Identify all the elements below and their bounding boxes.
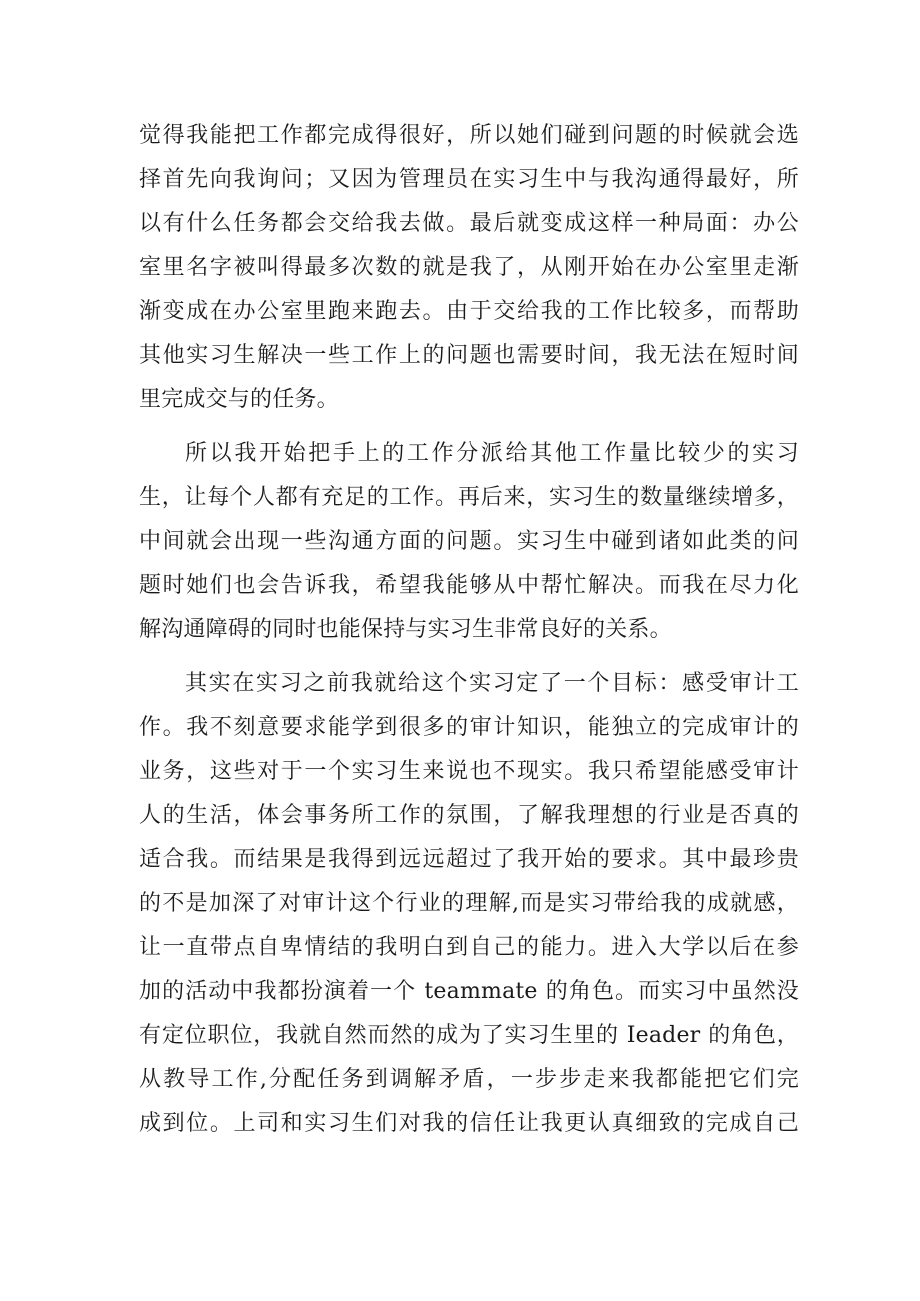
text-line: 渐变成在办公室里跑来跑去。由于交给我的工作比较多，而帮助 [139, 299, 799, 324]
text-line: 从教导工作,分配任务到调解矛盾，一步步走来我都能把它们完 [139, 1067, 799, 1092]
paragraph-2 [139, 432, 799, 652]
text-line: 其实在实习之前我就给这个实习定了一个目标：感受审计工 [185, 671, 799, 696]
text-line: 适合我。而结果是我得到远远超过了我开始的要求。其中最珍贵 [139, 847, 799, 872]
text-line: 加的活动中我都扮演着一个 teammate 的角色。而实习中虽然没 [139, 979, 799, 1004]
text-line: 的不是加深了对审计这个行业的理解,而是实习带给我的成就感， [139, 891, 799, 916]
text-line: 中间就会出现一些沟通方面的问题。实习生中碰到诸如此类的问 [139, 529, 799, 554]
text-line: 生，让每个人都有充足的工作。再后来，实习生的数量继续增多， [139, 485, 799, 510]
text-line: 有定位职位，我就自然而然的成为了实习生里的 Ieader 的角色， [139, 1023, 799, 1048]
text-line: 业务，这些对于一个实习生来说也不现实。我只希望能感受审计 [139, 759, 799, 784]
text-line: 作。我不刻意要求能学到很多的审计知识，能独立的完成审计的 [139, 715, 799, 740]
text-line: 所以我开始把手上的工作分派给其他工作量比较少的实习 [185, 441, 799, 466]
text-line: 里完成交与的任务。 [139, 387, 339, 412]
paragraph-1 [139, 114, 799, 422]
body-text [139, 114, 799, 1146]
text-line: 觉得我能把工作都完成得很好，所以她们碰到问题的时候就会选 [139, 123, 799, 148]
text-line: 以有什么任务都会交给我去做。最后就变成这样一种局面：办公 [139, 211, 799, 236]
text-line: 题时她们也会告诉我，希望我能够从中帮忙解决。而我在尽力化 [139, 573, 799, 598]
text-line: 人的生活，体会事务所工作的氛围，了解我理想的行业是否真的 [139, 803, 799, 828]
text-line: 让一直带点自卑情结的我明白到自己的能力。进入大学以后在参 [139, 935, 799, 960]
paragraph-spacer [139, 422, 799, 432]
text-line: 解沟通障碍的同时也能保持与实习生非常良好的关系。 [139, 617, 672, 642]
text-line: 室里名字被叫得最多次数的就是我了，从刚开始在办公室里走渐 [139, 255, 799, 280]
text-line: 择首先向我询问；又因为管理员在实习生中与我沟通得最好，所 [139, 167, 799, 192]
paragraph-3 [139, 662, 799, 1146]
text-line: 其他实习生解决一些工作上的问题也需要时间，我无法在短时间 [139, 343, 799, 368]
text-line: 成到位。上司和实习生们对我的信任让我更认真细致的完成自己 [139, 1111, 799, 1136]
paragraph-spacer [139, 652, 799, 662]
